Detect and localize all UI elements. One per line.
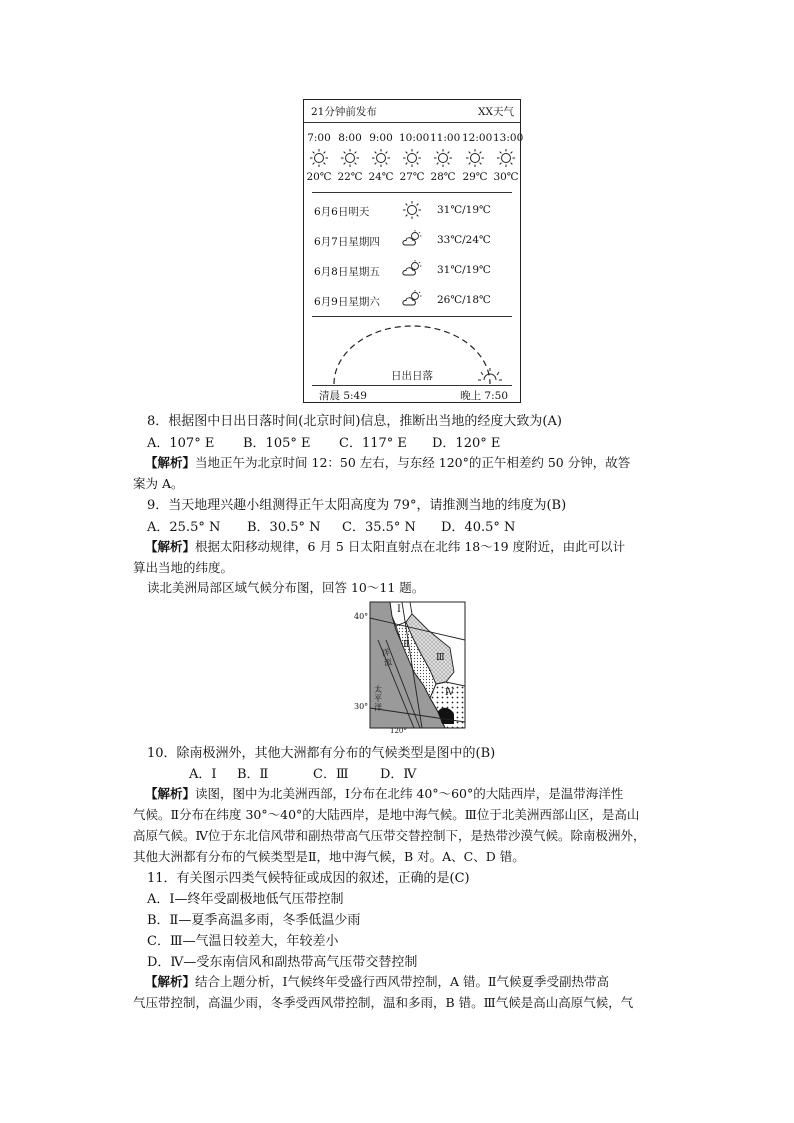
hour-temp: 29℃ — [462, 171, 488, 183]
question-11-stem: 11．有关图示四类气候特征或成因的叙述，正确的是(C) — [147, 871, 470, 886]
hour-temp: 24℃ — [368, 171, 394, 183]
hour-temp: 28℃ — [430, 171, 456, 183]
q10-option-d: D．Ⅳ — [380, 767, 417, 782]
hour-temp: 20℃ — [306, 171, 332, 183]
sun-icon — [478, 368, 502, 380]
hour-temp: 30℃ — [493, 171, 519, 183]
lat-40-label: 40° — [354, 612, 369, 621]
forecast-day: 6月9日星期六 — [314, 296, 380, 308]
hour-label: 10:00 — [399, 132, 430, 144]
question-10-stem: 10．除南极洲外，其他大洲都有分布的气候类型是图中的(B) — [147, 746, 496, 761]
hour-temp: 27℃ — [399, 171, 425, 183]
hour-label: 12:00 — [462, 132, 493, 144]
sunrise-time: 清晨 5:49 — [319, 390, 367, 402]
divider — [312, 385, 512, 386]
q10-analysis: 【解析】读图，图中为北美洲西部，Ⅰ分布在北纬 40°～60°的大陆西岸，是温带海洋性 气候。Ⅱ分布在纬度 30°～40°的大陆西岸，是地中海气候。Ⅲ位于北美洲西部山区，是高山 高原气候。Ⅳ位于东北信风带和副热带高气压带交替控制下，是热带沙漠气候。除南极洲外， 其他大洲都有分布的气候类型是Ⅱ，地中海气候，B 对。A、C、D 错。 — [133, 786, 646, 864]
forecast-range: 26℃/18℃ — [437, 294, 491, 306]
forecast-range: 33℃/24℃ — [437, 234, 491, 246]
partly-cloudy-icon — [401, 260, 423, 281]
climate-map — [350, 600, 470, 736]
hour-temp: 22℃ — [337, 171, 363, 183]
forecast-day: 6月7日星期四 — [314, 236, 380, 248]
hour-label: 13:00 — [493, 132, 524, 144]
sunset-time: 晚上 7:50 — [460, 390, 508, 402]
sun-icon — [402, 200, 422, 223]
sun-icon — [402, 148, 422, 171]
weather-brand: XX天气 — [478, 106, 514, 118]
q9-option-a: A．25.5° N — [147, 520, 221, 535]
forecast-range: 31℃/19℃ — [437, 204, 491, 216]
sun-icon — [340, 148, 360, 171]
region-3-label: Ⅲ — [436, 653, 445, 663]
q10-option-a: A．Ⅰ — [189, 767, 217, 782]
sun-icon — [496, 148, 516, 171]
ocean-label-3: 洋 — [374, 703, 382, 712]
q9-option-c: C．35.5° N — [342, 520, 416, 535]
q11-option-b: B．Ⅱ—夏季高温多雨，冬季低温少雨 — [147, 913, 361, 928]
q8-analysis: 【解析】当地正午为北京时间 12：50 左右，与东经 120°的正午相差约 50 分钟，故答 案为 A。 — [133, 455, 631, 491]
q8-option-a: A．107° E — [147, 436, 215, 451]
publish-time: 21分钟前发布 — [311, 106, 377, 118]
ocean-label-1: 太 — [374, 685, 382, 694]
q9-analysis: 【解析】根据太阳移动规律，6 月 5 日太阳直射点在北纬 18～19 度附近，由此可以计 算出当地的纬度。 — [133, 539, 626, 575]
q8-option-b: B．105° E — [243, 436, 311, 451]
lat-30-label: 30° — [354, 702, 369, 711]
q11-analysis: 【解析】结合上题分析，Ⅰ气候终年受盛行西风带控制，A 错。Ⅱ气候夏季受副热带高 气压带控制，高温少雨，冬季受西风带控制，温和多雨，B 错。Ⅲ气候是高山高原气候，气 — [133, 974, 634, 1010]
hour-label: 11:00 — [430, 132, 461, 144]
divider — [312, 192, 512, 193]
partly-cloudy-icon — [401, 230, 423, 251]
intro-10-11: 读北美洲局部区域气候分布图，回答 10～11 题。 — [147, 580, 425, 595]
q10-option-c: C．Ⅲ — [313, 767, 349, 782]
hour-label: 7:00 — [307, 132, 331, 144]
q9-option-d: D．40.5° N — [441, 520, 516, 535]
weather-card — [303, 99, 524, 403]
q11-option-c: C．Ⅲ—气温日较差大，年较差小 — [147, 934, 339, 949]
ocean-label-2: 平 — [374, 694, 382, 703]
q11-option-d: D．Ⅳ—受东南信风和副热带高气压带交替控制 — [147, 955, 418, 970]
current-label: 洋流 — [381, 647, 393, 668]
question-9-stem: 9．当天地理兴趣小组测得正午太阳高度为 79°，请推测当地的纬度为(B) — [147, 498, 567, 513]
q8-option-c: C．117° E — [339, 436, 407, 451]
region-1-label: Ⅰ — [397, 604, 401, 615]
hour-label: 9:00 — [369, 132, 393, 144]
q8-option-d: D．120° E — [432, 436, 501, 451]
hour-label: 8:00 — [338, 132, 362, 144]
q11-option-a: A．Ⅰ—终年受副极地低气压带控制 — [147, 892, 344, 907]
sun-icon — [309, 148, 329, 171]
divider — [304, 122, 520, 123]
forecast-day: 6月6日明天 — [314, 206, 370, 218]
region-4-label: Ⅳ — [445, 688, 454, 698]
lon-120-label: 120° — [390, 727, 407, 735]
question-8-stem: 8．根据图中日出日落时间(北京时间)信息，推断出当地的经度大致为(A) — [147, 414, 562, 429]
sun-icon — [371, 148, 391, 171]
q10-option-b: B．Ⅱ — [237, 767, 269, 782]
forecast-day: 6月8日星期五 — [314, 266, 380, 278]
divider — [312, 316, 512, 317]
sun-icon — [465, 148, 485, 171]
partly-cloudy-icon — [401, 290, 423, 311]
sun-title: 日出日落 — [391, 370, 433, 382]
q9-option-b: B．30.5° N — [247, 520, 321, 535]
sun-icon — [433, 148, 453, 171]
forecast-range: 31℃/19℃ — [437, 264, 491, 276]
region-2-label: Ⅱ — [403, 640, 410, 650]
